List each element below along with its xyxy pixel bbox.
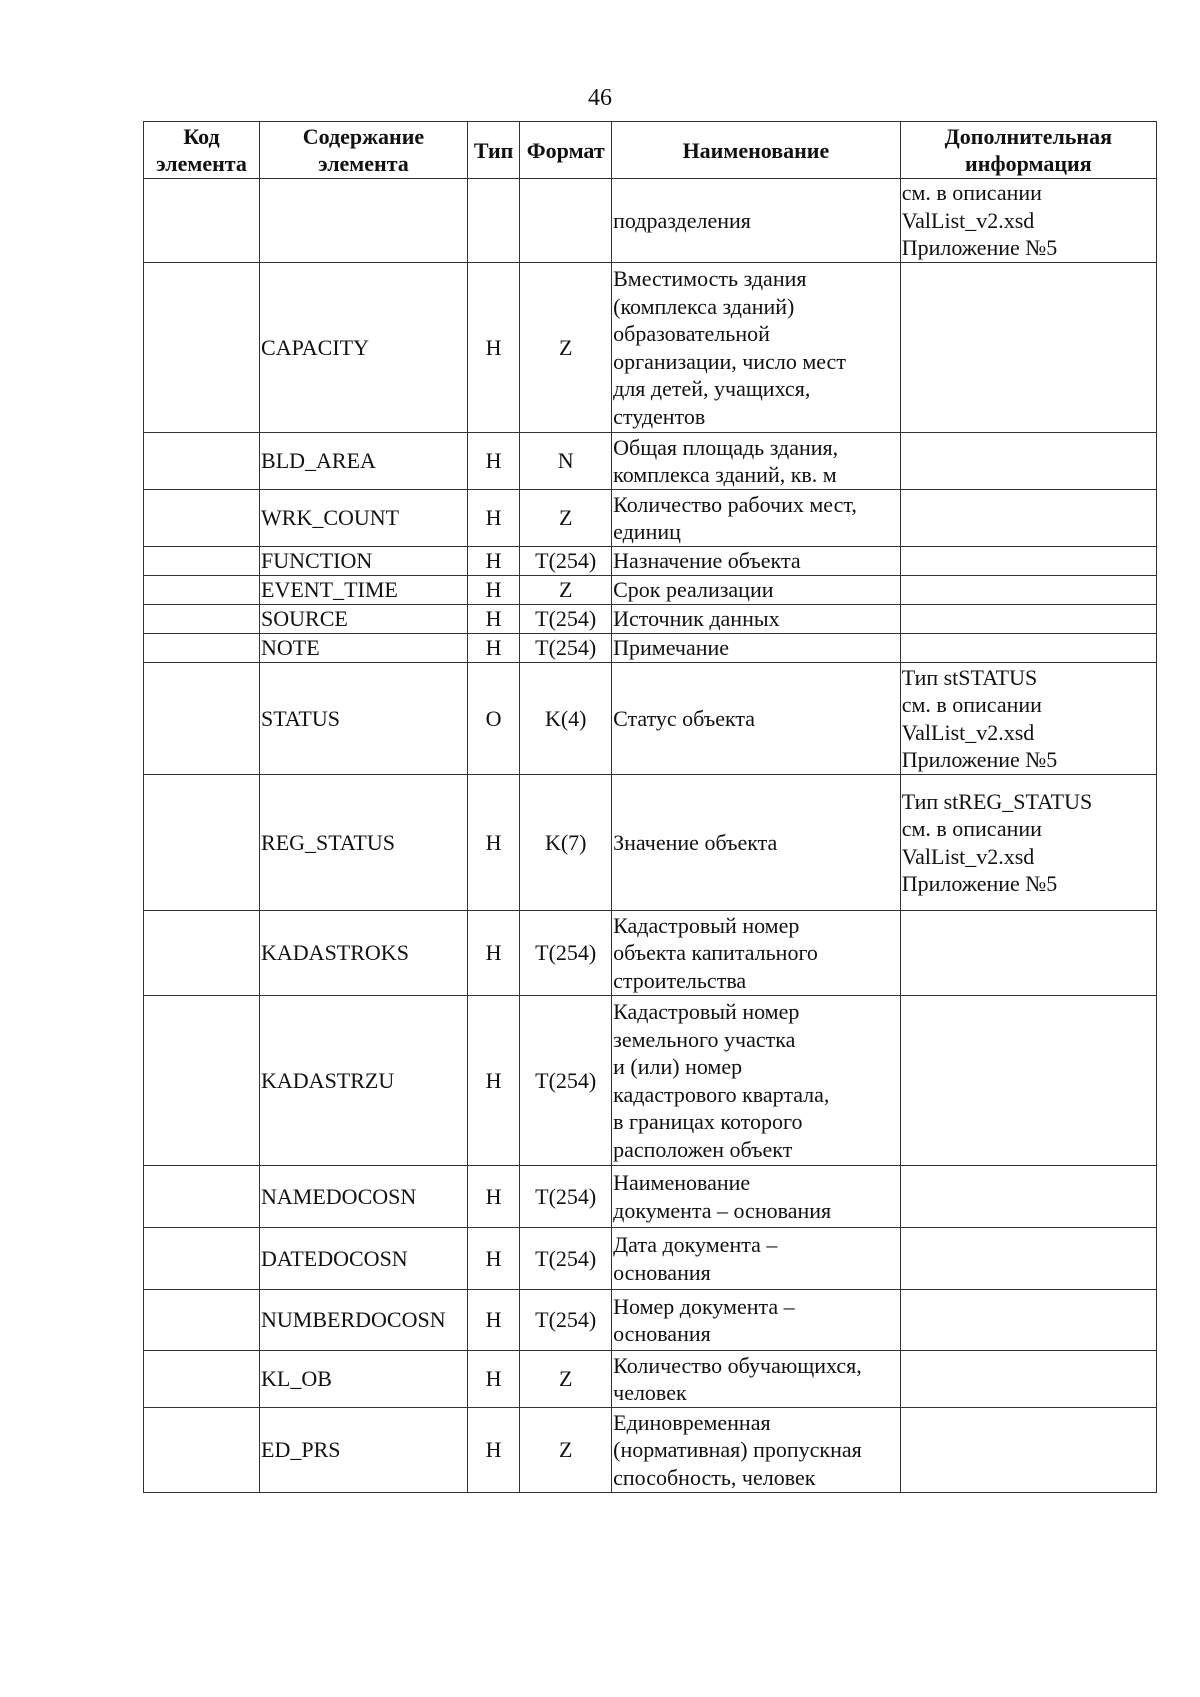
cell-content: ED_PRS <box>260 1408 468 1493</box>
cell-name: Вместимость здания (комплекса зданий) образовательной организации, число мест для детей, учащихся, студентов <box>612 263 901 433</box>
cell-format: K(4) <box>520 663 612 775</box>
cell-type: Н <box>467 911 519 996</box>
cell-name: Срок реализации <box>612 576 901 605</box>
cell-type: Н <box>467 605 519 634</box>
cell-name: Примечание <box>612 634 901 663</box>
cell-name: Наименование документа – основания <box>612 1166 901 1228</box>
cell-info <box>900 996 1156 1166</box>
cell-content: REG_STATUS <box>260 775 468 911</box>
cell-name: Статус объекта <box>612 663 901 775</box>
table-row <box>144 263 1157 433</box>
cell-content: BLD_AREA <box>260 433 468 490</box>
cell-info <box>900 490 1156 547</box>
cell-type <box>467 179 519 263</box>
cell-content: NUMBERDOCOSN <box>260 1290 468 1351</box>
cell-content: KL_OB <box>260 1351 468 1408</box>
header-type: Тип <box>467 122 519 179</box>
cell-name: Назначение объекта <box>612 547 901 576</box>
table-row <box>144 1290 1157 1351</box>
cell-type: Н <box>467 433 519 490</box>
cell-type: Н <box>467 576 519 605</box>
cell-type: Н <box>467 547 519 576</box>
cell-type: Н <box>467 996 519 1166</box>
cell-type: Н <box>467 263 519 433</box>
cell-content: KADASTRZU <box>260 996 468 1166</box>
table-row <box>144 1166 1157 1228</box>
cell-format: Z <box>520 1351 612 1408</box>
cell-format: Z <box>520 263 612 433</box>
cell-code <box>144 433 260 490</box>
cell-format: Z <box>520 490 612 547</box>
cell-content: NOTE <box>260 634 468 663</box>
header-format: Формат <box>520 122 612 179</box>
table-row <box>144 663 1157 775</box>
cell-name: Количество обучающихся, человек <box>612 1351 901 1408</box>
cell-format: Z <box>520 1408 612 1493</box>
cell-type: Н <box>467 490 519 547</box>
cell-format: T(254) <box>520 634 612 663</box>
cell-format: T(254) <box>520 547 612 576</box>
table-row <box>144 547 1157 576</box>
cell-code <box>144 634 260 663</box>
cell-code <box>144 911 260 996</box>
header-info: Дополнительная информация <box>900 122 1156 179</box>
cell-content: CAPACITY <box>260 263 468 433</box>
cell-info <box>900 605 1156 634</box>
cell-code <box>144 1166 260 1228</box>
cell-code <box>144 1290 260 1351</box>
cell-info <box>900 634 1156 663</box>
cell-type: Н <box>467 1351 519 1408</box>
cell-name: Кадастровый номер земельного участка и (или) номер кадастрового квартала, в границах которого расположен объект <box>612 996 901 1166</box>
cell-info <box>900 263 1156 433</box>
table-row <box>144 1228 1157 1290</box>
cell-code <box>144 179 260 263</box>
cell-info <box>900 1290 1156 1351</box>
cell-info <box>900 576 1156 605</box>
cell-name: Кадастровый номер объекта капитального строительства <box>612 911 901 996</box>
cell-info <box>900 1228 1156 1290</box>
cell-name: Количество рабочих мест, единиц <box>612 490 901 547</box>
table-row <box>144 1408 1157 1493</box>
cell-format: T(254) <box>520 911 612 996</box>
cell-type: Н <box>467 1408 519 1493</box>
table-body <box>144 179 1157 1493</box>
cell-info <box>900 433 1156 490</box>
cell-type: Н <box>467 1290 519 1351</box>
cell-content <box>260 179 468 263</box>
element-spec-table <box>143 121 1157 1493</box>
table-row <box>144 634 1157 663</box>
cell-code <box>144 263 260 433</box>
cell-name: Единовременная (нормативная) пропускная способность, человек <box>612 1408 901 1493</box>
cell-format: T(254) <box>520 1290 612 1351</box>
cell-format <box>520 179 612 263</box>
table-row <box>144 1351 1157 1408</box>
cell-name: Дата документа – основания <box>612 1228 901 1290</box>
cell-name: Источник данных <box>612 605 901 634</box>
cell-format: Z <box>520 576 612 605</box>
cell-content: WRK_COUNT <box>260 490 468 547</box>
table-header <box>144 122 1157 179</box>
cell-name: подразделения <box>612 179 901 263</box>
cell-type: Н <box>467 775 519 911</box>
cell-code <box>144 663 260 775</box>
cell-info <box>900 1351 1156 1408</box>
table-row <box>144 605 1157 634</box>
cell-info <box>900 547 1156 576</box>
table-row <box>144 775 1157 911</box>
cell-code <box>144 547 260 576</box>
cell-type: Н <box>467 1166 519 1228</box>
cell-code <box>144 775 260 911</box>
cell-type: О <box>467 663 519 775</box>
cell-info <box>900 1408 1156 1493</box>
cell-content: STATUS <box>260 663 468 775</box>
cell-name: Общая площадь здания, комплекса зданий, кв. м <box>612 433 901 490</box>
table-row <box>144 576 1157 605</box>
table-row <box>144 911 1157 996</box>
table-row <box>144 996 1157 1166</box>
cell-content: SOURCE <box>260 605 468 634</box>
cell-name: Номер документа – основания <box>612 1290 901 1351</box>
cell-content: KADASTROKS <box>260 911 468 996</box>
cell-info: Тип stREG_STATUS см. в описании ValList_v2.xsd Приложение №5 <box>900 775 1156 911</box>
cell-name: Значение объекта <box>612 775 901 911</box>
cell-code <box>144 996 260 1166</box>
cell-format: T(254) <box>520 605 612 634</box>
header-content: Содержание элемента <box>260 122 468 179</box>
cell-format: K(7) <box>520 775 612 911</box>
cell-info <box>900 1166 1156 1228</box>
cell-content: FUNCTION <box>260 547 468 576</box>
cell-format: T(254) <box>520 1228 612 1290</box>
cell-code <box>144 1228 260 1290</box>
cell-info: см. в описании ValList_v2.xsd Приложение №5 <box>900 179 1156 263</box>
cell-format: T(254) <box>520 996 612 1166</box>
table-row <box>144 433 1157 490</box>
cell-content: EVENT_TIME <box>260 576 468 605</box>
cell-content: NAMEDOCOSN <box>260 1166 468 1228</box>
header-row <box>144 122 1157 179</box>
header-code: Код элемента <box>144 122 260 179</box>
cell-type: Н <box>467 1228 519 1290</box>
cell-type: Н <box>467 634 519 663</box>
cell-code <box>144 490 260 547</box>
cell-code <box>144 1351 260 1408</box>
cell-code <box>144 605 260 634</box>
cell-format: N <box>520 433 612 490</box>
cell-format: T(254) <box>520 1166 612 1228</box>
header-name: Наименование <box>612 122 901 179</box>
page-number: 46 <box>588 85 612 111</box>
cell-code <box>144 576 260 605</box>
cell-info: Тип stSTATUS см. в описании ValList_v2.xsd Приложение №5 <box>900 663 1156 775</box>
table-row <box>144 179 1157 263</box>
cell-code <box>144 1408 260 1493</box>
table-row <box>144 490 1157 547</box>
cell-content: DATEDOCOSN <box>260 1228 468 1290</box>
cell-info <box>900 911 1156 996</box>
